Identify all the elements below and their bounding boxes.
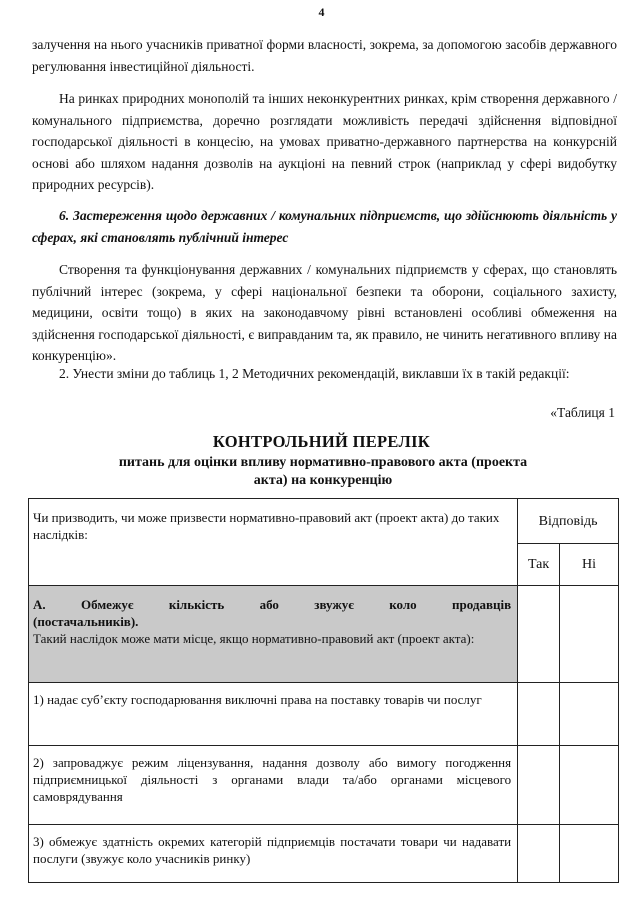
answer-yes-cell: [518, 825, 560, 883]
section-a-title-cont: (постачальників).: [33, 614, 139, 629]
paragraph-monopolies: На ринках природних монополій та інших неконкурентних ринках, крім створення державного / комунального підприємства, доречно розглядати можливість передачі здійснення відповідної господарської діяльності в концесію, на умовах приватно-державного партнерства на конкурсній основі або шляхом надання дозволів на аукціоні на певний строк (наприклад у сфері видобутку природних ресурсів).: [32, 91, 617, 192]
answer-no-header: Ні: [560, 544, 619, 586]
checklist-title: КОНТРОЛЬНИЙ ПЕРЕЛІК: [212, 432, 431, 451]
checklist-table: [28, 498, 619, 883]
answer-no-cell: [560, 825, 619, 883]
checklist-item: 2) запроваджує режим ліцензування, надання дозволу або вимогу погодження підприємницької діяльності з органами влади та/або органами місцевого самоврядування: [29, 746, 518, 825]
checklist-item: 1) надає суб’єкту господарювання виключні права на поставку товарів чи послуг: [29, 683, 518, 746]
section-a-note: Такий наслідок може мати місце, якщо нормативно-правовий акт (проект акта):: [33, 631, 475, 646]
question-header: Чи призводить, чи може призвести нормативно-правовий акт (проект акта) до таких наслідків:: [29, 499, 518, 586]
table-row: [29, 746, 619, 825]
section-a-cell: [29, 586, 518, 683]
answer-yes-cell: [518, 683, 560, 746]
answer-yes-header: Так: [518, 544, 560, 586]
answer-yes-cell: [518, 746, 560, 825]
page-number: 4: [318, 5, 325, 19]
section-heading-6: 6. Застереження щодо державних / комунальних підприємств, що здійснюють діяльність у сферах, які становлять публічний інтерес: [32, 208, 617, 245]
section-a-title: А. Обмежує кількість або звужує коло продавців: [33, 597, 512, 612]
checklist-subtitle: питань для оцінки впливу нормативно-правового акта (проекта акта) на конкуренцію: [118, 455, 528, 488]
paragraph-amendments: 2. Унести зміни до таблиць 1, 2 Методичних рекомендацій, виклавши їх в такій редакції:: [59, 366, 570, 381]
answer-no-cell: [560, 683, 619, 746]
table-row: [29, 683, 619, 746]
checklist-item: 3) обмежує здатність окремих категорій підприємців постачати товари чи надавати послуги (звужує коло учасників ринку): [29, 825, 518, 883]
paragraph-continuation: залучення на нього учасників приватної форми власності, зокрема, за допомогою засобів державного регулювання інвестиційної діяльності.: [32, 37, 617, 74]
answer-yes-cell: [518, 586, 560, 683]
section-a-row: [29, 586, 619, 683]
table-row: [29, 825, 619, 883]
paragraph-public-interest: Створення та функціонування державних / комунальних підприємств у сферах, що становлять публічний інтерес (зокрема, у сфері національної безпеки та оборони, соціального захисту, медицини, освіти тощо) в яких на законодавчому рівні встановлені особливі обмеження на здійснення господарської діяльності, є виправданим та, як правило, не чинить негативного впливу на конкуренцію».: [32, 262, 617, 363]
table-reference: «Таблиця 1: [550, 405, 615, 420]
answer-no-cell: [560, 586, 619, 683]
answer-no-cell: [560, 746, 619, 825]
answer-header: Відповідь: [518, 499, 619, 544]
